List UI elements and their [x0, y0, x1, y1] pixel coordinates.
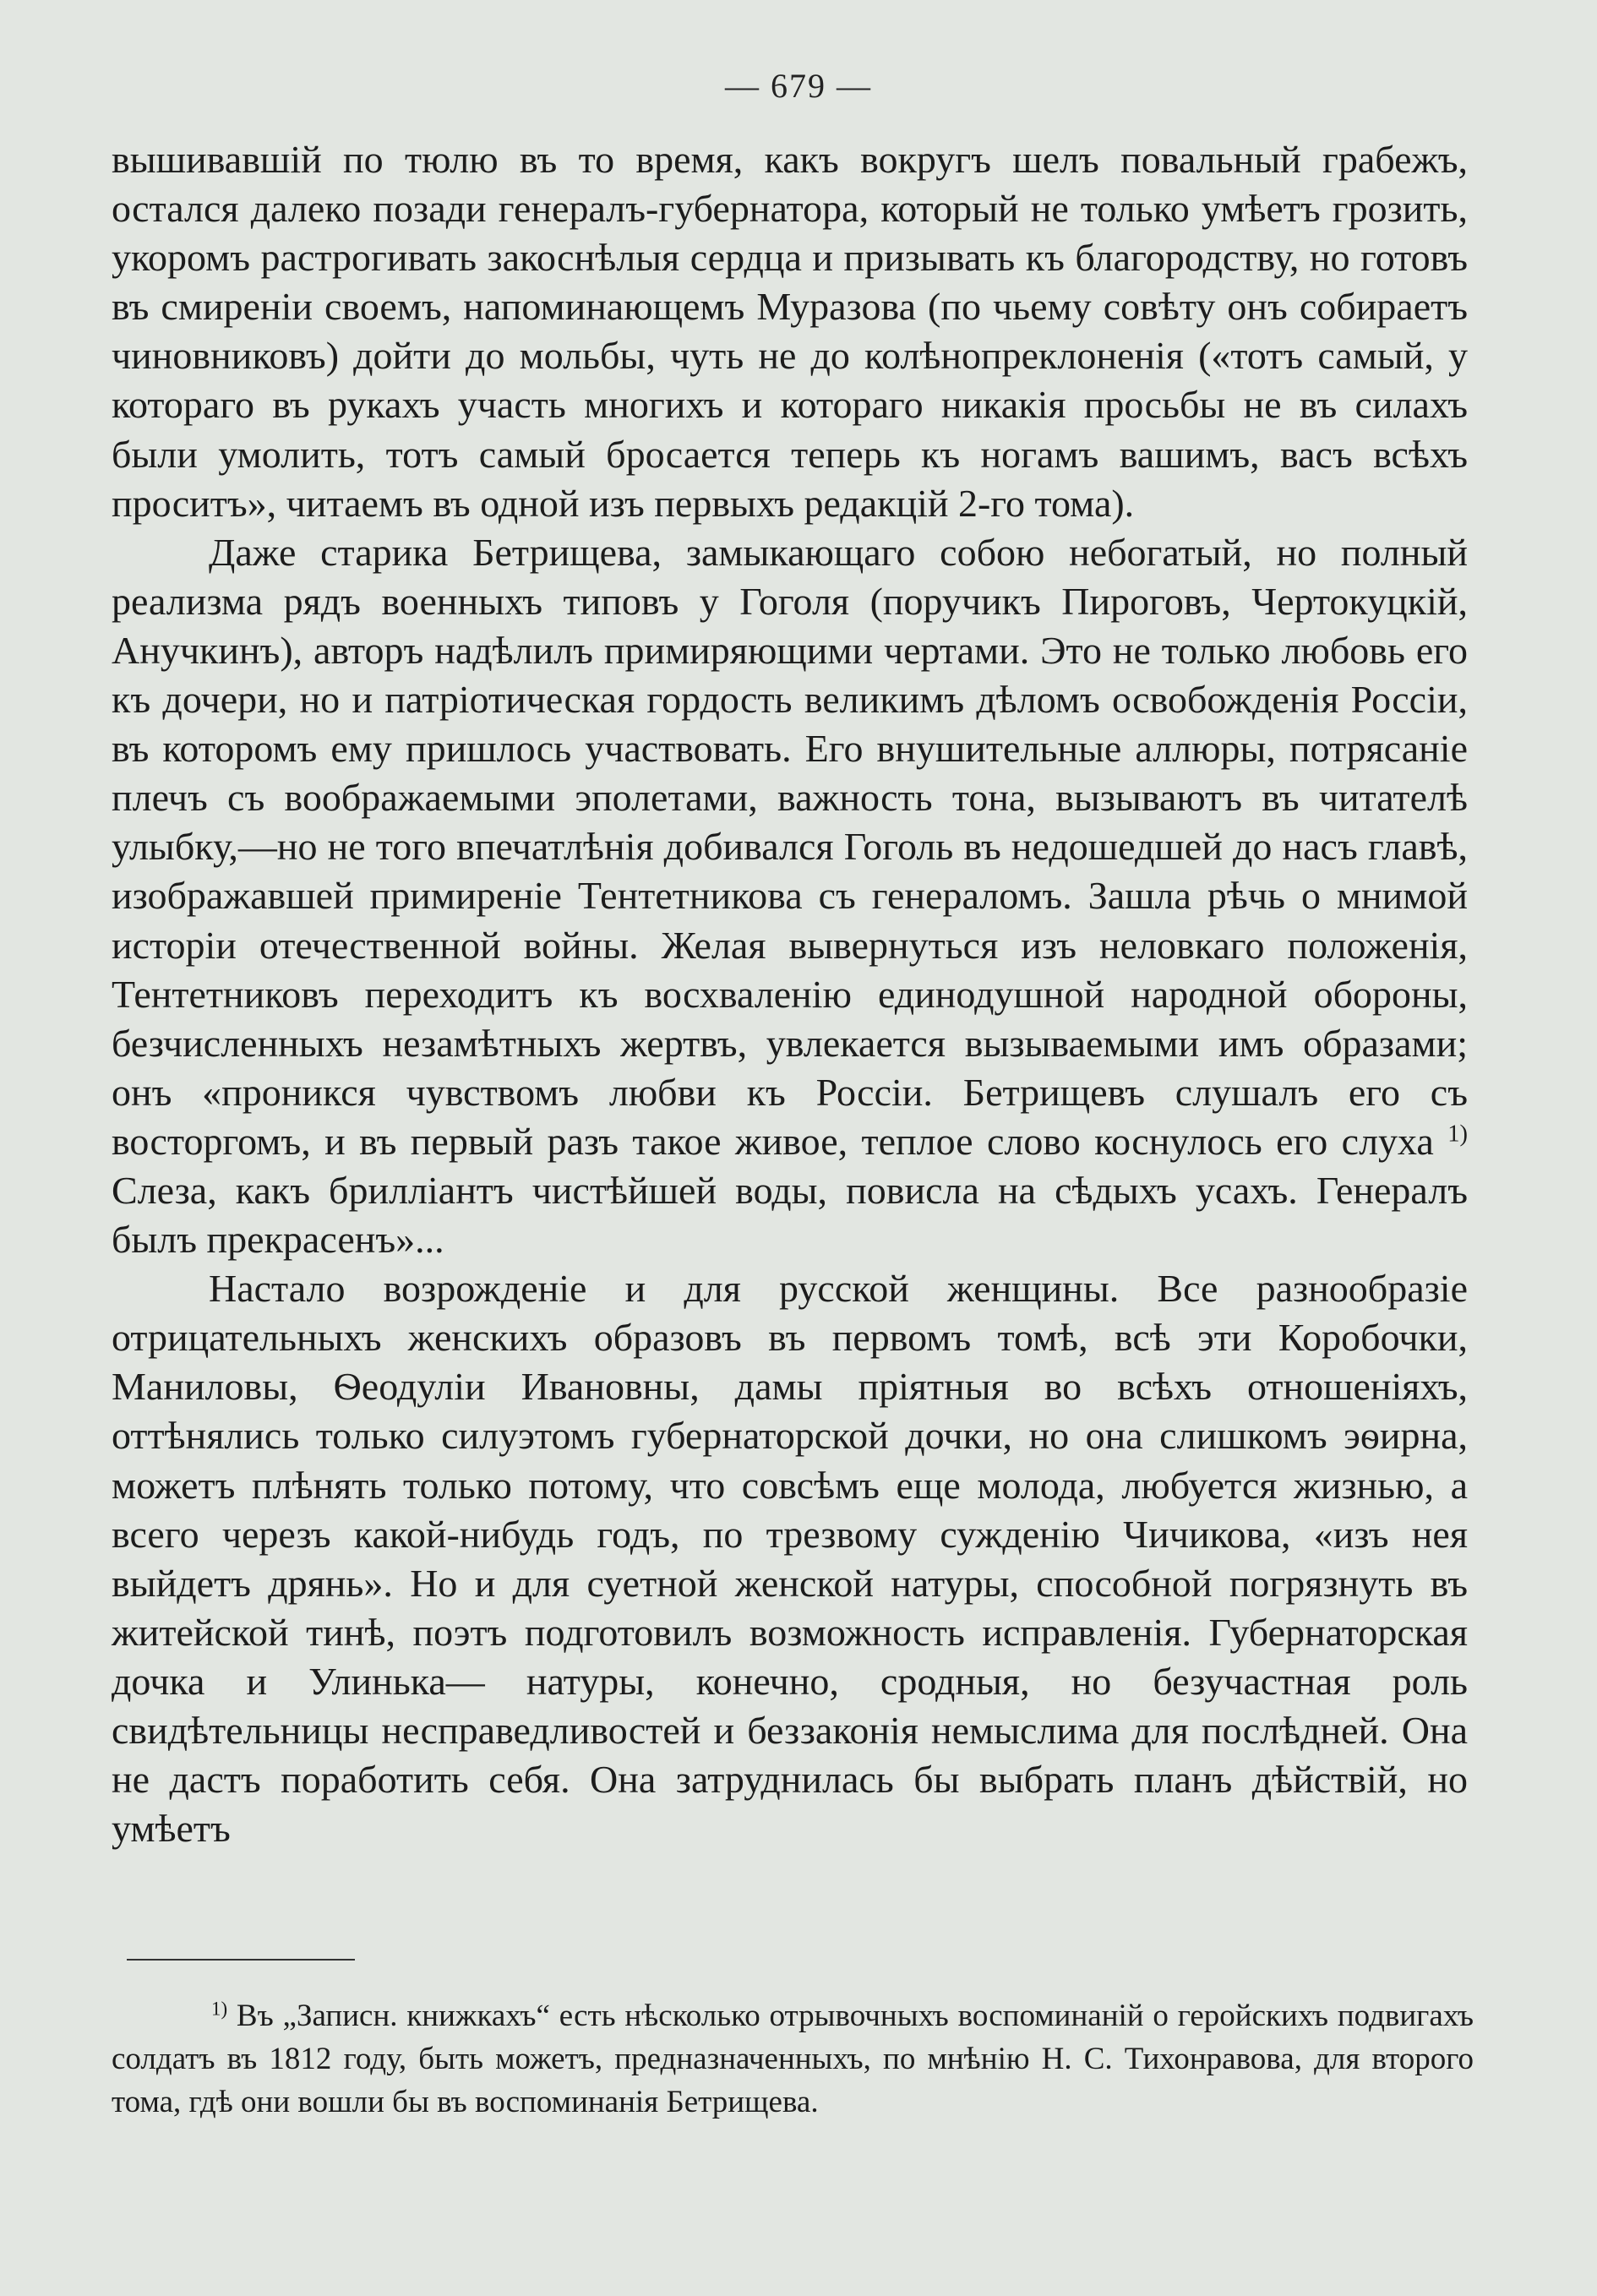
paragraph-1: вышивавшій по тюлю въ то время, какъ вокругъ шелъ повальный грабежъ, остался далеко позади генералъ-губернатора, который не только умѣетъ грозить, укоромъ растрогивать закоснѣлыя сердца и призывать къ благородству, но готовъ въ смиреніи своемъ, напоминающемъ Муразова (по чьему совѣту онъ собираетъ чиновниковъ) дойти до мольбы, чуть не до колѣнопреклоненія («тотъ самый, у котораго въ рукахъ участь многихъ и котораго никакія просьбы не въ силахъ были умолить, тотъ самый бросается теперь къ ногамъ вашимъ, васъ всѣхъ проситъ», читаемъ въ одной изъ первыхъ редакцій 2-го тома).: [112, 138, 1468, 525]
paragraph-2: [112, 528, 1468, 1264]
footnote-divider: [127, 1959, 355, 1961]
page-number: — 679 —: [725, 67, 872, 105]
footnote-marker: 1): [211, 1998, 228, 2020]
body-text: [112, 135, 1468, 1853]
footnote: [112, 1994, 1474, 2124]
footnote-reference[interactable]: 1): [1447, 1121, 1468, 1148]
paragraph-2-continuation: Слеза, какъ брилліантъ чистѣйшей воды, повисла на сѣдыхъ усахъ. Генералъ былъ прекрасенъ»...: [112, 1168, 1468, 1262]
paragraph-2-text: Даже старика Бетрищева, замыкающаго собою небогатый, но полный реализма рядъ военныхъ типовъ у Гоголя (поручикъ Пироговъ, Чертокуцкій, Анучкинъ), авторъ надѣлилъ примиряющими чертами. Это не только любовь его къ дочери, но и патріотическая гордость великимъ дѣломъ освобожденія Россіи, въ которомъ ему пришлось участвовать. Его внушительные аллюры, потрясаніе плечъ съ воображаемыми эполетами, важность тона, вызываютъ въ читателѣ улыбку,—но не того впечатлѣнія добивался Гоголь въ недошедшей до насъ главѣ, изображавшей примиреніе Тентетникова съ генераломъ. Зашла рѣчь о мнимой исторіи отечественной войны. Желая вывернуться изъ неловкаго положенія, Тентетниковъ переходитъ къ восхваленію единодушной народной обороны, безчисленныхъ незамѣтныхъ жертвъ, увлекается вызываемыми имъ образами; онъ «проникся чувствомъ любви къ Россіи. Бетрищевъ слушалъ его съ восторгомъ, и въ первый разъ такое живое, теплое слово коснулось его слуха: [112, 530, 1468, 1163]
paragraph-3: Настало возрожденіе и для русской женщины. Все разнообразіе отрицательныхъ женскихъ образовъ въ первомъ томѣ, всѣ эти Коробочки, Маниловы, Ѳеодуліи Ивановны, дамы пріятныя во всѣхъ отношеніяхъ, оттѣнялись только силуэтомъ губернаторской дочки, но она слишкомъ эѳирна, можетъ плѣнять только потому, что совсѣмъ еще молода, любуется жизнью, а всего черезъ какой-нибудь годъ, по трезвому сужденію Чичикова, «изъ нея выйдетъ дрянь». Но и для суетной женской натуры, способной погрязнуть въ житейской тинѣ, поэтъ подготовилъ возможность исправленія. Губернаторская дочка и Улинька— натуры, конечно, сродныя, но безучастная роль свидѣтельницы несправедливостей и беззаконія немыслима для послѣдней. Она не дастъ поработить себя. Она затруднилась бы выбрать планъ дѣйствій, но умѣетъ: [112, 1267, 1468, 1851]
footnote-text: Въ „Записн. книжкахъ“ есть нѣсколько отрывочныхъ воспоминаній о геройскихъ подвигахъ солдатъ въ 1812 году, быть можетъ, предназначенныхъ, по мнѣнію Н. С. Тихонравова, для второго тома, гдѣ они вошли бы въ воспоминанія Бетрищева.: [112, 1999, 1474, 2119]
